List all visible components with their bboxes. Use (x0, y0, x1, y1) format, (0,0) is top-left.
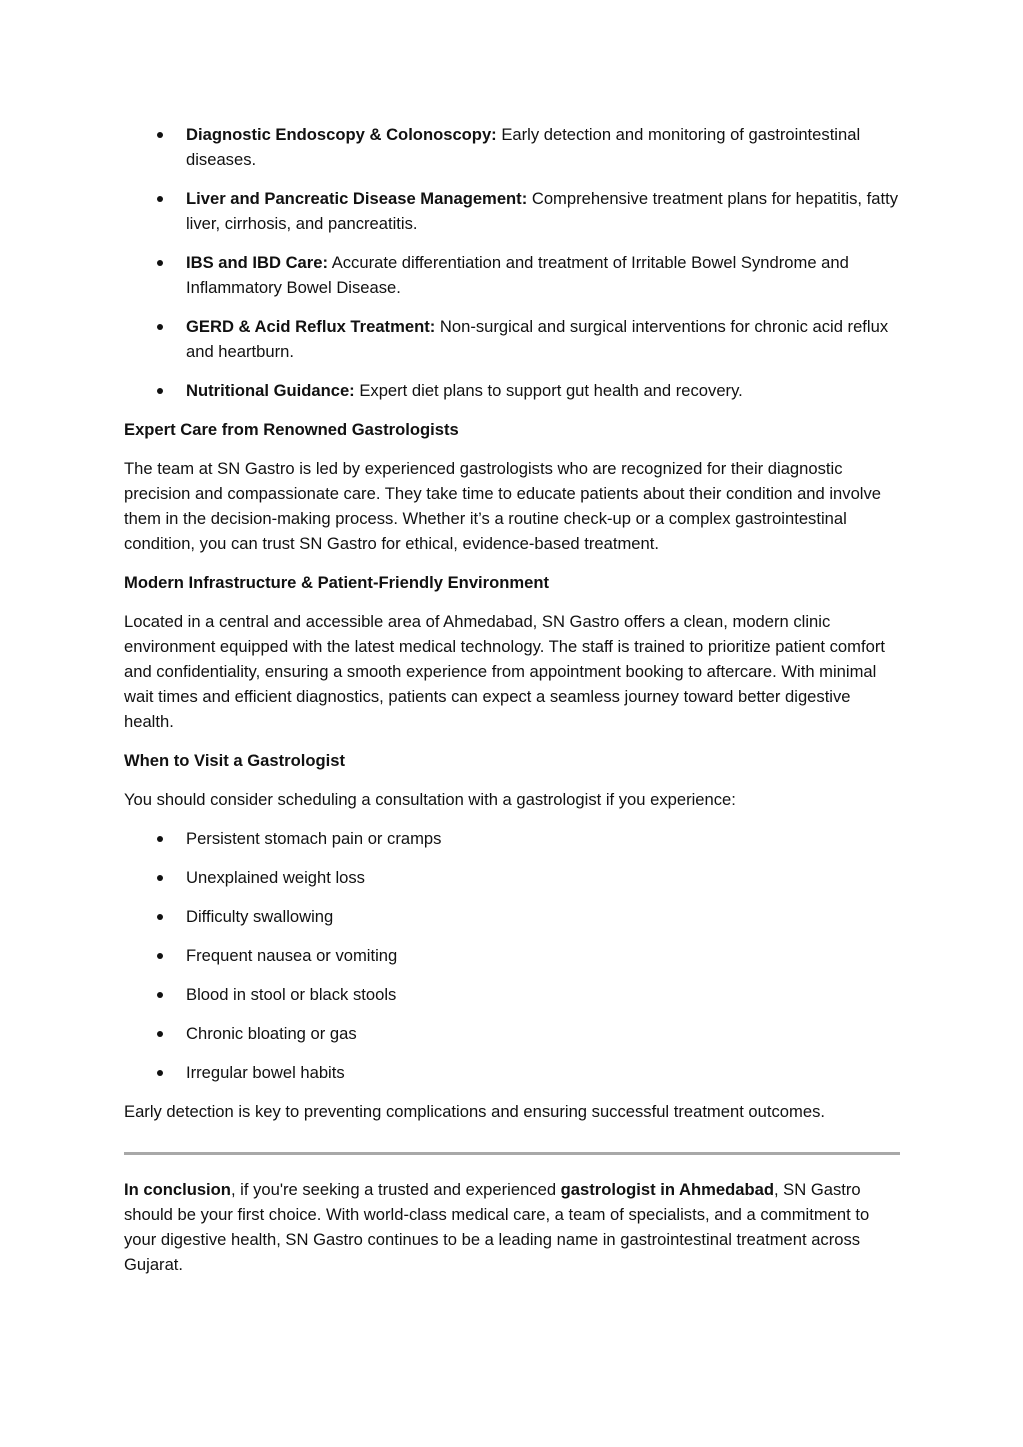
visit-intro: You should consider scheduling a consultation with a gastrologist if you experience: (124, 790, 736, 809)
conclusion-lead: In conclusion (124, 1180, 231, 1199)
service-text: Non-surgical and surgical interventions for chronic acid reflux and heartburn. (186, 317, 889, 361)
service-text: Early detection and monitoring of gastrointestinal diseases. (186, 125, 861, 169)
conclusion-part1: , if you're seeking a trusted and experienced (230, 1180, 561, 1199)
list-item: Difficulty swallowing (124, 904, 900, 929)
expert-paragraph: The team at SN Gastro is led by experienced gastrologists who are recognized for their diagnostic precision and compassionate care. They take time to educate patients about their condition and involve them in the decision-making process. Whether it’s a routine check-up or a complex gastrointestinal condition, you can trust SN Gastro for ethical, evidence-based treatment. (124, 459, 882, 553)
service-title: IBS and IBD Care: (186, 253, 328, 272)
list-item (124, 314, 900, 364)
service-text: Accurate differentiation and treatment of Irritable Bowel Syndrome and Inflammatory Bowel Disease. (186, 253, 849, 297)
visit-outro: Early detection is key to preventing complications and ensuring successful treatment outcomes. (124, 1102, 825, 1121)
conclusion-keyword: gastrologist in Ahmedabad (560, 1180, 774, 1199)
service-title: Liver and Pancreatic Disease Management: (186, 189, 528, 208)
service-title: Diagnostic Endoscopy & Colonoscopy: (186, 125, 497, 144)
service-text: Expert diet plans to support gut health and recovery. (354, 381, 743, 400)
list-item: Unexplained weight loss (124, 865, 900, 890)
list-item: Frequent nausea or vomiting (124, 943, 900, 968)
infrastructure-paragraph: Located in a central and accessible area of Ahmedabad, SN Gastro offers a clean, modern clinic environment equipped with the latest medical technology. The staff is trained to prioritize patient comfort and confidentiality, ensuring a smooth experience from appointment booking to aftercare. With minimal wait times and efficient diagnostics, patients can expect a seamless journey toward better digestive health. (124, 612, 885, 731)
service-title: Nutritional Guidance: (186, 381, 355, 400)
document-page (124, 122, 900, 1291)
service-text: Comprehensive treatment plans for hepatitis, fatty liver, cirrhosis, and pancreatitis. (186, 189, 899, 233)
list-item: Chronic bloating or gas (124, 1021, 900, 1046)
symptoms-list (124, 826, 900, 1085)
list-item: Blood in stool or black stools (124, 982, 900, 1007)
visit-heading: When to Visit a Gastrologist (124, 751, 345, 770)
list-item: Irregular bowel habits (124, 1060, 900, 1085)
conclusion-part2: , SN Gastro should be your first choice. With world-class medical care, a team of specialists, and a commitment to your digestive health, SN Gastro continues to be a leading name in gastrointestinal treatment across Gujarat. (124, 1180, 870, 1274)
list-item: Persistent stomach pain or cramps (124, 826, 900, 851)
services-list (124, 122, 900, 403)
list-item (124, 122, 900, 172)
list-item (124, 250, 900, 300)
list-item (124, 378, 900, 403)
horizontal-divider (124, 1152, 900, 1155)
list-item (124, 186, 900, 236)
service-title: GERD & Acid Reflux Treatment: (186, 317, 436, 336)
conclusion-paragraph (124, 1177, 900, 1277)
expert-heading: Expert Care from Renowned Gastrologists (124, 420, 459, 439)
infrastructure-heading: Modern Infrastructure & Patient-Friendly Environment (124, 573, 550, 592)
